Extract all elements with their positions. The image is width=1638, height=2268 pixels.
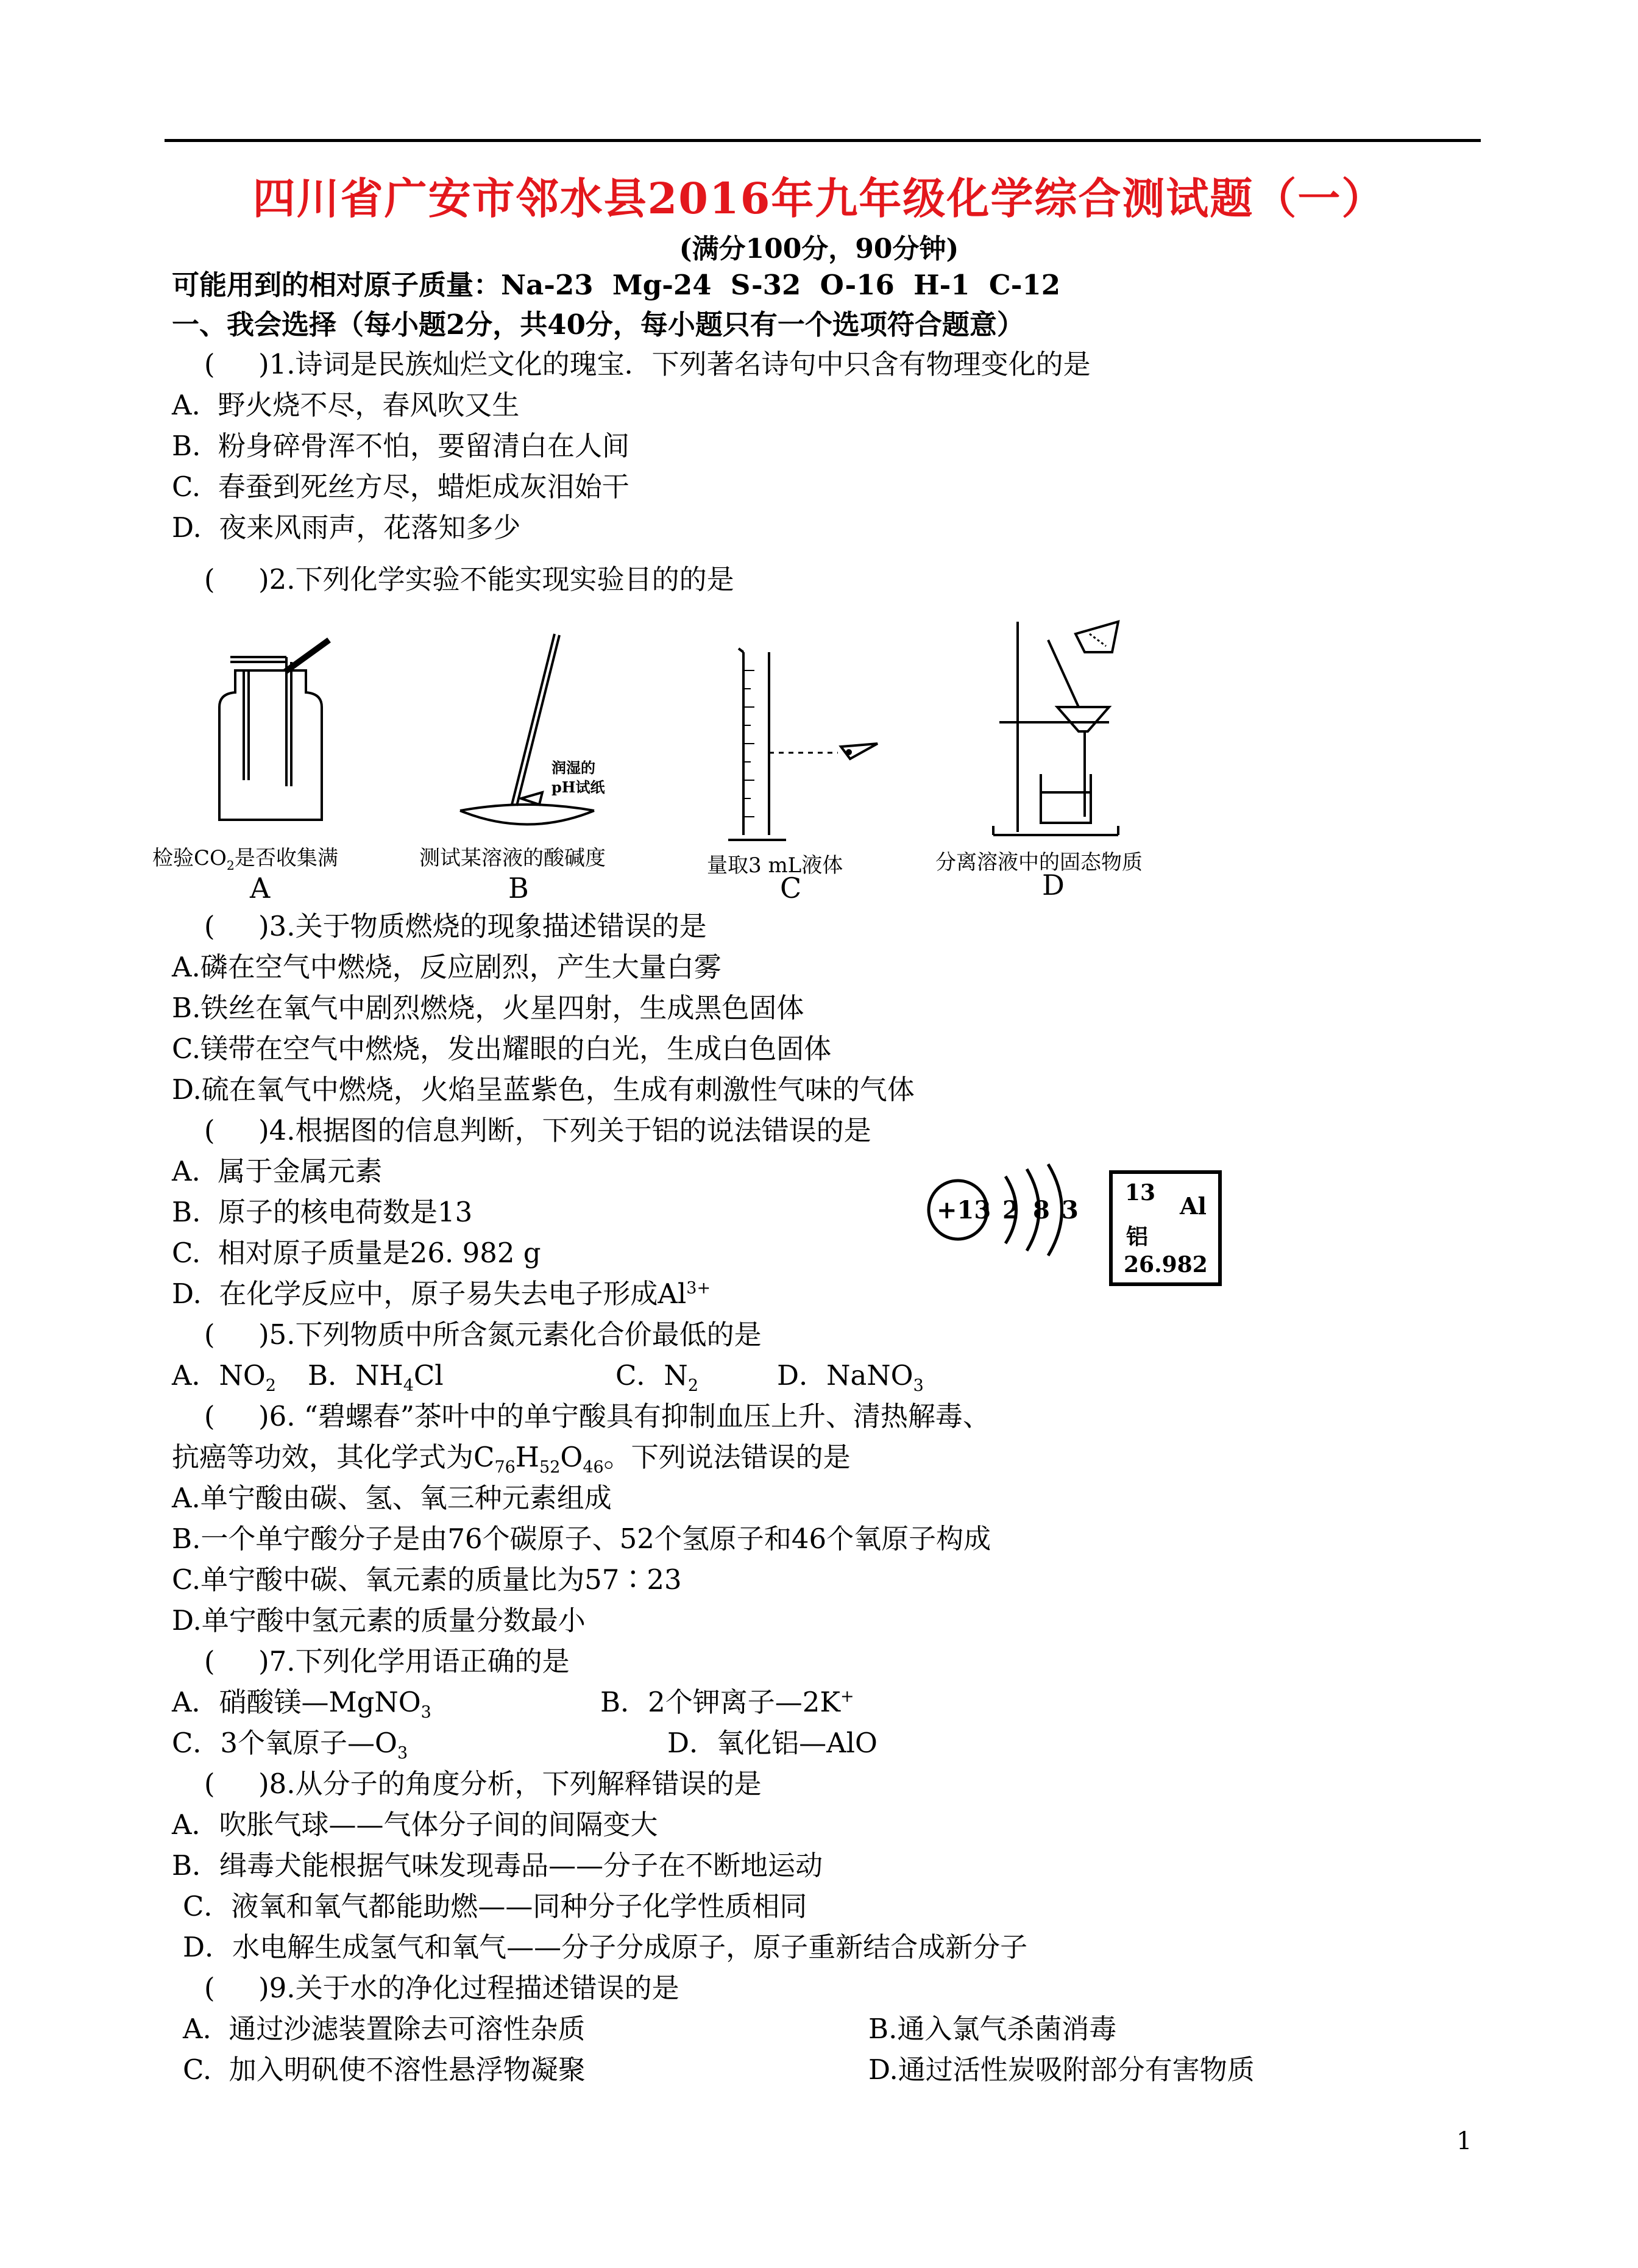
q7-stem: ( )7.下列化学用语正确的是 xyxy=(204,1645,570,1677)
q7-option-b: B．2个钾离子—2K+ xyxy=(600,1686,854,1718)
q7-option-a: A．硝酸镁—MgNO$_3$ xyxy=(172,1686,431,1722)
shell-3-electrons: 3 xyxy=(1062,1196,1079,1225)
figure-b-ph-test xyxy=(451,628,622,841)
figure-c-graduated-cylinder xyxy=(719,646,902,847)
q6-stem-line2: 抗癌等功效，其化学式为$C_{76}H_{52}O_{46}$。下列说法错误的是 xyxy=(172,1441,851,1477)
element-name: 铝 xyxy=(1126,1224,1149,1250)
figure-c-letter: C xyxy=(780,872,802,905)
q7-option-d: D．氧化铝—AlO xyxy=(667,1727,878,1759)
q4-option-a: A. 属于金属元素 xyxy=(172,1155,383,1187)
q6-option-b: B.一个单宁酸分子是由76个碳原子、52个氢原子和46个氧原子构成 xyxy=(172,1523,991,1555)
figure-a-gas-bottle xyxy=(201,634,360,829)
q3-option-d: D.硫在氧气中燃烧，火焰呈蓝紫色，生成有刺激性气味的气体 xyxy=(172,1073,915,1106)
q4-option-b: B. 原子的核电荷数是13 xyxy=(172,1196,473,1228)
atomic-masses: 可能用到的相对原子质量：Na-23 Mg-24 S-32 O-16 H-1 C-12 xyxy=(172,269,1061,301)
element-atomic-number: 13 xyxy=(1125,1180,1156,1206)
q1-stem: ( )1.诗词是民族灿烂文化的瑰宝．下列著名诗句中只含有物理变化的是 xyxy=(204,348,1091,380)
shell-1-electrons: 2 xyxy=(1002,1196,1019,1225)
figure-d-letter: D xyxy=(1042,869,1065,901)
q5-stem: ( )5.下列物质中所含氮元素化合价最低的是 xyxy=(204,1318,762,1351)
q6-option-d: D.单宁酸中氢元素的质量分数最小 xyxy=(172,1604,586,1637)
q5-option-d: D．NaNO$_3$ xyxy=(777,1359,924,1395)
q9-option-a: A. 通过沙滤装置除去可溶性杂质 xyxy=(183,2013,586,2045)
q6-option-c: C.单宁酸中碳、氧元素的质量比为57∶23 xyxy=(172,1563,682,1596)
page-subtitle: (满分100分，90分钟) xyxy=(679,233,959,265)
q9-option-d: D.通过活性炭吸附部分有害物质 xyxy=(868,2053,1255,2086)
q3-option-a: A.磷在空气中燃烧，反应剧烈，产生大量白雾 xyxy=(172,951,722,983)
q3-option-b: B.铁丝在氧气中剧烈燃烧，火星四射，生成黑色固体 xyxy=(172,992,804,1024)
q1-option-a: A. 野火烧不尽，春风吹又生 xyxy=(172,389,520,421)
q8-option-d: D．水电解生成氢气和氧气——分子分成原子，原子重新结合成新分子 xyxy=(183,1931,1028,1963)
aluminum-nucleus: +13 xyxy=(937,1196,991,1225)
q5-option-c: C．$N_2$ xyxy=(615,1359,698,1395)
figure-d-filtration xyxy=(987,616,1194,847)
q9-option-b: B.通入氯气杀菌消毒 xyxy=(868,2013,1117,2045)
q8-option-a: A．吹胀气球——气体分子间的间隔变大 xyxy=(172,1808,658,1841)
ph-paper-label-line2: pH试纸 xyxy=(551,778,605,796)
q6-option-a: A.单宁酸由碳、氢、氧三种元素组成 xyxy=(172,1482,612,1514)
q4-option-c: C. 相对原子质量是26. 982 g xyxy=(172,1237,541,1269)
q8-stem: ( )8.从分子的角度分析，下列解释错误的是 xyxy=(204,1768,762,1800)
q4-option-d: D. 在化学反应中，原子易失去电子形成$Al^{3+}$ xyxy=(172,1278,711,1310)
figure-c-caption: 量取3 mL液体 xyxy=(707,853,843,878)
figure-b-caption: 测试某溶液的酸碱度 xyxy=(419,846,606,870)
q3-stem: ( )3.关于物质燃烧的现象描述错误的是 xyxy=(204,910,707,942)
section-heading: 一、我会选择（每小题2分，共40分，每小题只有一个选项符合题意） xyxy=(172,308,1024,341)
q1-option-d: D. 夜来风雨声，花落知多少 xyxy=(172,511,521,544)
figure-d-caption: 分离溶液中的固态物质 xyxy=(935,850,1143,875)
figure-a-letter: A xyxy=(250,872,271,905)
figure-a-caption: 检验$CO_2$是否收集满 xyxy=(152,846,338,873)
shell-2-electrons: 8 xyxy=(1033,1196,1050,1225)
element-card xyxy=(1109,1170,1222,1286)
top-rule xyxy=(165,139,1481,142)
ph-paper-label-line1: 润湿的 xyxy=(551,759,595,777)
q2-stem: ( )2.下列化学实验不能实现实验目的的是 xyxy=(204,563,734,595)
q3-option-c: C.镁带在空气中燃烧，发出耀眼的白光，生成白色固体 xyxy=(172,1033,832,1065)
element-mass: 26.982 xyxy=(1124,1252,1208,1278)
q9-stem: ( )9.关于水的净化过程描述错误的是 xyxy=(204,1972,679,2004)
q9-option-c: C. 加入明矾使不溶性悬浮物凝聚 xyxy=(183,2053,586,2086)
q5-option-b: B．$NH_4Cl$ xyxy=(308,1359,444,1395)
q5-option-a: A．$NO_2$ xyxy=(172,1359,276,1395)
figure-b-letter: B xyxy=(508,872,529,905)
q8-option-b: B．缉毒犬能根据气味发现毒品——分子在不断地运动 xyxy=(172,1849,823,1882)
q4-stem: ( )4.根据图的信息判断，下列关于铝的说法错误的是 xyxy=(204,1114,871,1146)
q1-option-c: C. 春蚕到死丝方尽，蜡炬成灰泪始干 xyxy=(172,471,629,503)
q6-stem-line1: ( )6. “碧螺春”茶叶中的单宁酸具有抑制血压上升、清热解毒、 xyxy=(204,1400,990,1432)
q7-option-c: C．3个氧原子$—O_3$ xyxy=(172,1727,408,1763)
page-title: 四川省广安市邻水县2016年九年级化学综合测试题（一） xyxy=(252,173,1386,224)
q8-option-c: C．液氧和氧气都能助燃——同种分子化学性质相同 xyxy=(183,1890,807,1922)
page-number: 1 xyxy=(1456,2127,1472,2155)
q1-option-b: B. 粉身碎骨浑不怕，要留清白在人间 xyxy=(172,430,629,462)
element-symbol: Al xyxy=(1180,1192,1207,1220)
